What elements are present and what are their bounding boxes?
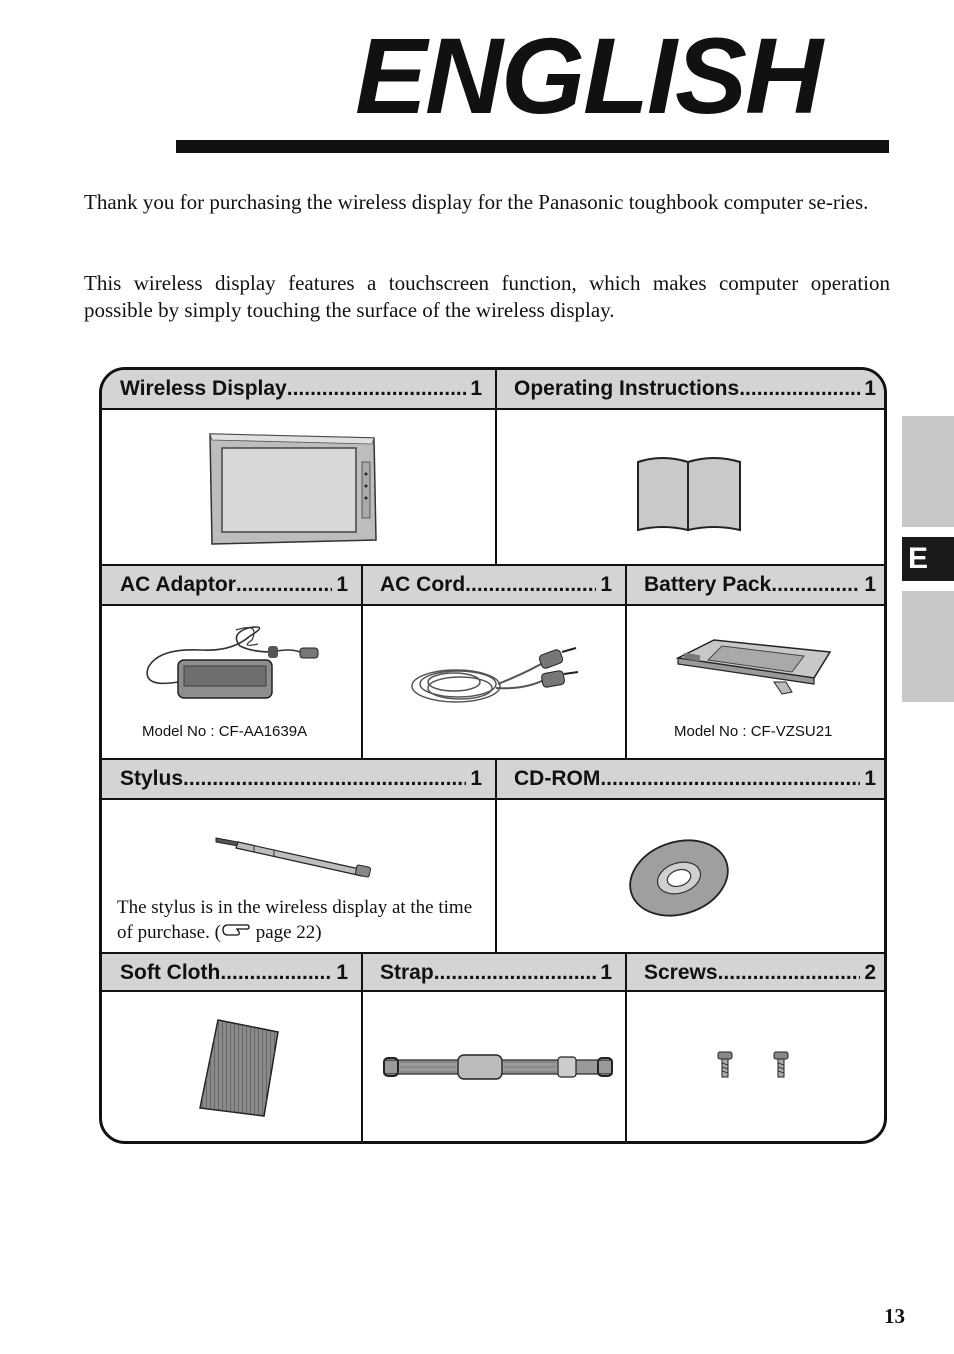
grid-line (102, 758, 884, 760)
grid-line (361, 954, 363, 1144)
pointing-hand-icon (221, 922, 251, 943)
booklet-image (634, 456, 746, 534)
item-count: 1 (864, 573, 876, 596)
model-number-ac-adaptor: Model No : CF-AA1639A (142, 723, 308, 740)
item-count: 1 (336, 573, 348, 596)
grid-line (361, 566, 363, 760)
grid-line (625, 566, 627, 760)
item-name: CD-ROM (514, 767, 601, 790)
item-name: Stylus (120, 767, 184, 790)
item-count: 2 (864, 961, 876, 984)
wireless-display-image (206, 428, 378, 548)
item-name: Strap (380, 961, 434, 984)
item-header-cd-rom (496, 760, 887, 798)
cd-rom-image (626, 838, 732, 918)
intro-paragraph-1: Thank you for purchasing the wireless display for the Panasonic toughbook computer se-ries. (84, 190, 869, 214)
item-count: 1 (470, 377, 482, 400)
grid-line (625, 954, 627, 1144)
grid-line (102, 798, 884, 800)
grid-line (102, 408, 884, 410)
item-header-screws (626, 954, 887, 992)
item-count: 1 (600, 573, 612, 596)
leader-dots (183, 760, 466, 798)
leader-dots (220, 954, 332, 992)
side-tab-lower (902, 591, 954, 702)
stylus-note-page-ref: page 22) (250, 922, 322, 943)
strap-image (380, 1052, 616, 1082)
grid-line (102, 952, 884, 954)
leader-dots (287, 370, 467, 408)
item-header-operating-instructions (496, 370, 887, 408)
item-header-ac-cord (362, 566, 626, 604)
item-header-stylus (102, 760, 496, 798)
screws-image (716, 1050, 790, 1080)
item-count: 1 (600, 961, 612, 984)
item-count: 1 (864, 767, 876, 790)
leader-dots (236, 566, 332, 604)
item-header-soft-cloth (102, 954, 362, 992)
item-name: Battery Pack (644, 573, 772, 596)
item-name: Wireless Display (120, 377, 287, 400)
grid-line (495, 760, 497, 954)
ac-adaptor-image (140, 622, 326, 704)
item-header-wireless-display (102, 370, 496, 408)
leader-dots (739, 370, 860, 408)
item-count: 1 (864, 377, 876, 400)
item-name: Operating Instructions (514, 377, 740, 400)
intro-paragraph-2: This wireless display features a touchscreen function, which makes computer operation possible by simply touching the surface of the wireless display. (84, 271, 890, 322)
page-number: 13 (884, 1304, 905, 1328)
item-name: AC Cord (380, 573, 466, 596)
page-title: ENGLISH (355, 15, 822, 136)
grid-line (495, 370, 497, 566)
model-number-battery-pack: Model No : CF-VZSU21 (674, 723, 833, 740)
item-name: Screws (644, 961, 718, 984)
grid-line (102, 564, 884, 566)
item-count: 1 (470, 767, 482, 790)
grid-line (102, 990, 884, 992)
leader-dots (771, 566, 860, 604)
side-tab-language: E (902, 537, 954, 581)
side-tab-upper (902, 416, 954, 527)
item-name: AC Adaptor (120, 573, 236, 596)
stylus-note (117, 895, 487, 945)
soft-cloth-image (198, 1016, 282, 1120)
leader-dots (600, 760, 860, 798)
leader-dots (434, 954, 597, 992)
grid-line (102, 604, 884, 606)
item-count: 1 (336, 961, 348, 984)
item-header-ac-adaptor (102, 566, 362, 604)
battery-pack-image (674, 636, 834, 696)
item-name: Soft Cloth (120, 961, 221, 984)
title-rule (176, 140, 889, 153)
ac-cord-image (408, 632, 582, 710)
leader-dots (465, 566, 596, 604)
stylus-note-text: The stylus is in the wireless display at the time of purchase. ( (117, 897, 473, 943)
contents-box (99, 367, 887, 1144)
item-header-battery-pack (626, 566, 887, 604)
stylus-image (214, 834, 374, 880)
item-header-strap (362, 954, 626, 992)
leader-dots (718, 954, 861, 992)
